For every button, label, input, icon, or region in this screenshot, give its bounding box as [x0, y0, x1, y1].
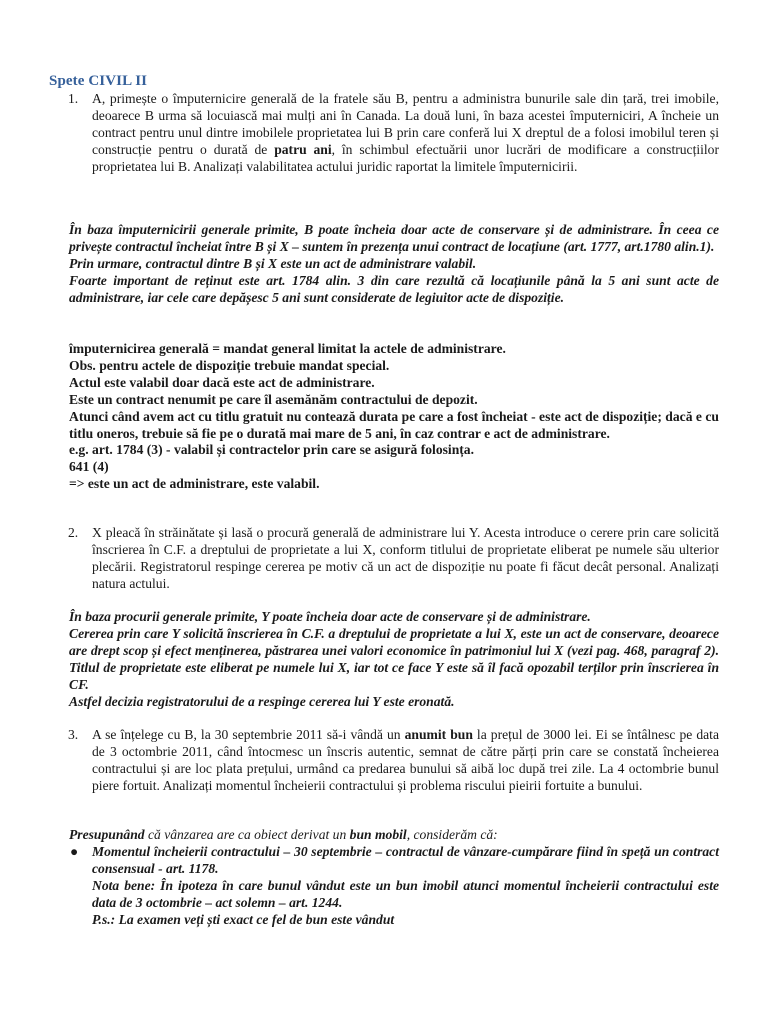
answer-1-italic	[69, 222, 719, 307]
question-1	[69, 91, 719, 176]
bullet-line: Momentul încheierii contractului – 30 septembrie – contractul de vânzare-cumpărare fiind în speță un contract consensual - art. 1178.	[92, 844, 719, 876]
bullet-line: Nota bene: În ipoteza în care bunul vândut este un bun imobil atunci momentul încheierii contractului este data de 3 octombrie – act solemn – art. 1244.	[92, 877, 719, 910]
answer-paragraph: Astfel decizia registratorului de a respinge cererea lui Y este eronată.	[69, 693, 455, 709]
question-text-bold: anumit bun	[404, 727, 473, 742]
answer-3-lead	[69, 827, 719, 844]
document-title: Spete CIVIL II	[49, 73, 148, 89]
answer-paragraph: În baza împuternicirii generale primite, B poate încheia doar acte de conservare și de administrare. În ceea ce privește contractul încheiat între B și X – suntem în prezența unui contract de locațiune (art. 1777, art.1780 alin.1).	[69, 222, 719, 254]
note-line: Atunci când avem act cu titlu gratuit nu contează durata pe care a fost încheiat - este act de dispoziție; dacă e cu titlu oneros, trebuie să fie pe o durată mai mare de 5 ani, în caz contrar e act de administrare.	[69, 408, 719, 441]
note-line: e.g. art. 1784 (3) - valabil și contractelor prin care se asigură folosința.	[69, 442, 474, 458]
note-line: 641 (4)	[69, 459, 109, 475]
answer-paragraph: Prin urmare, contractul dintre B și X este un act de administrare valabil.	[69, 255, 477, 271]
question-3	[69, 727, 719, 795]
note-line: împuternicirea generală = mandat general limitat la actele de administrare.	[69, 341, 506, 356]
lead-bold: Presupunând	[69, 827, 145, 842]
question-text-part: A, primește o împuternicire generală de la fratele său B, pentru a administra bunurile sale din țară, trei imobile, deoarece B urma să locuiască mai mulți ani în Canada. La două luni, în baza acestei împuterniciri, A încheie un contract pentru unul dintre imobilele proprietatea lui B prin care conferă lui X dreptul de a folosi imobilul teren și construcție pentru o durată de	[92, 91, 719, 157]
answer-paragraph: În baza procurii generale primite, Y poate încheia doar acte de conservare și de administrare.	[69, 609, 591, 624]
question-number: 2.	[68, 525, 79, 540]
note-line: => este un act de administrare, este valabil.	[69, 476, 320, 492]
note-line: Actul este valabil doar dacă este act de administrare.	[69, 374, 375, 390]
answer-2-italic	[69, 609, 719, 710]
answer-paragraph: Cererea prin care Y solicită înscrierea în C.F. a dreptului de proprietate a lui X, este un act de conservare, deoarece are drept scop și efect menținerea, păstrarea unei valori economice în patrimoniul lui X (vezi pag. 468, paragraf 2). Titlul de proprietate este eliberat pe numele lui X, iar tot ce face Y este să îl facă opozabil terților prin înscrierea în CF.	[69, 625, 719, 692]
note-line: Este un contract nenumit pe care îl asemănăm contractului de depozit.	[69, 391, 478, 407]
note-line: Obs. pentru actele de dispoziție trebuie mandat special.	[69, 357, 390, 373]
question-text-bold: patru ani	[274, 141, 332, 157]
answer-1-notes	[69, 341, 719, 493]
question-text	[92, 91, 719, 176]
question-number: 3.	[68, 727, 79, 742]
lead-text: , considerăm că:	[406, 827, 498, 842]
answer-paragraph: Foarte important de reținut este art. 1784 alin. 3 din care rezultă că locațiunile până la 5 ani sunt acte de administrare, iar cele care depășesc 5 ani sunt considerate de legiuitor acte de dispoziție.	[69, 272, 719, 305]
lead-text: că vânzarea are ca obiect derivat un	[144, 827, 350, 842]
question-text: X pleacă în străinătate și lasă o procură generală de administrare lui Y. Acesta introduce o cerere prin care solicită înscrierea în C.F. a dreptului de proprietate a lui X, conform titlului de proprietate eliberat pe numele său ulterior plecării. Registratorul respinge cererea pe motiv că un act de dispoziție nu poate fi făcut decât personal. Analizați natura actului.	[92, 525, 719, 591]
bullet-body	[92, 844, 719, 929]
question-2	[69, 525, 719, 593]
bullet-line: P.s.: La examen veți ști exact ce fel de bun este vândut	[92, 911, 395, 927]
question-text	[92, 727, 719, 795]
question-text-part: la prețul de 3000 lei. Ei se întâlnesc pe data de 3 octombrie 2011, când întocmesc un înscris autentic, semnat de către părți prin care se constată încheierea contractului și are loc plata prețului, urmând ca predarea bunului să aibă loc după trei zile. La 4 octombrie bunul piere fortuit. Analizați momentul încheierii contractului și problema riscului pieirii fortuite a bunului.	[92, 727, 719, 793]
question-text-part: A se înțelege cu B, la 30 septembrie 2011 să-i vândă un	[92, 727, 405, 742]
lead-bold: bun mobil	[349, 827, 407, 842]
bullet-dot: ●	[70, 844, 79, 859]
question-text-part: , în schimbul efectuării unor lucrări de modificare a construcțiilor proprietatea lui B. Analizați valabilitatea actului juridic raportat la limitele împuternicirii.	[92, 141, 720, 174]
answer-3-bullet	[69, 844, 719, 929]
question-number: 1.	[68, 91, 79, 106]
